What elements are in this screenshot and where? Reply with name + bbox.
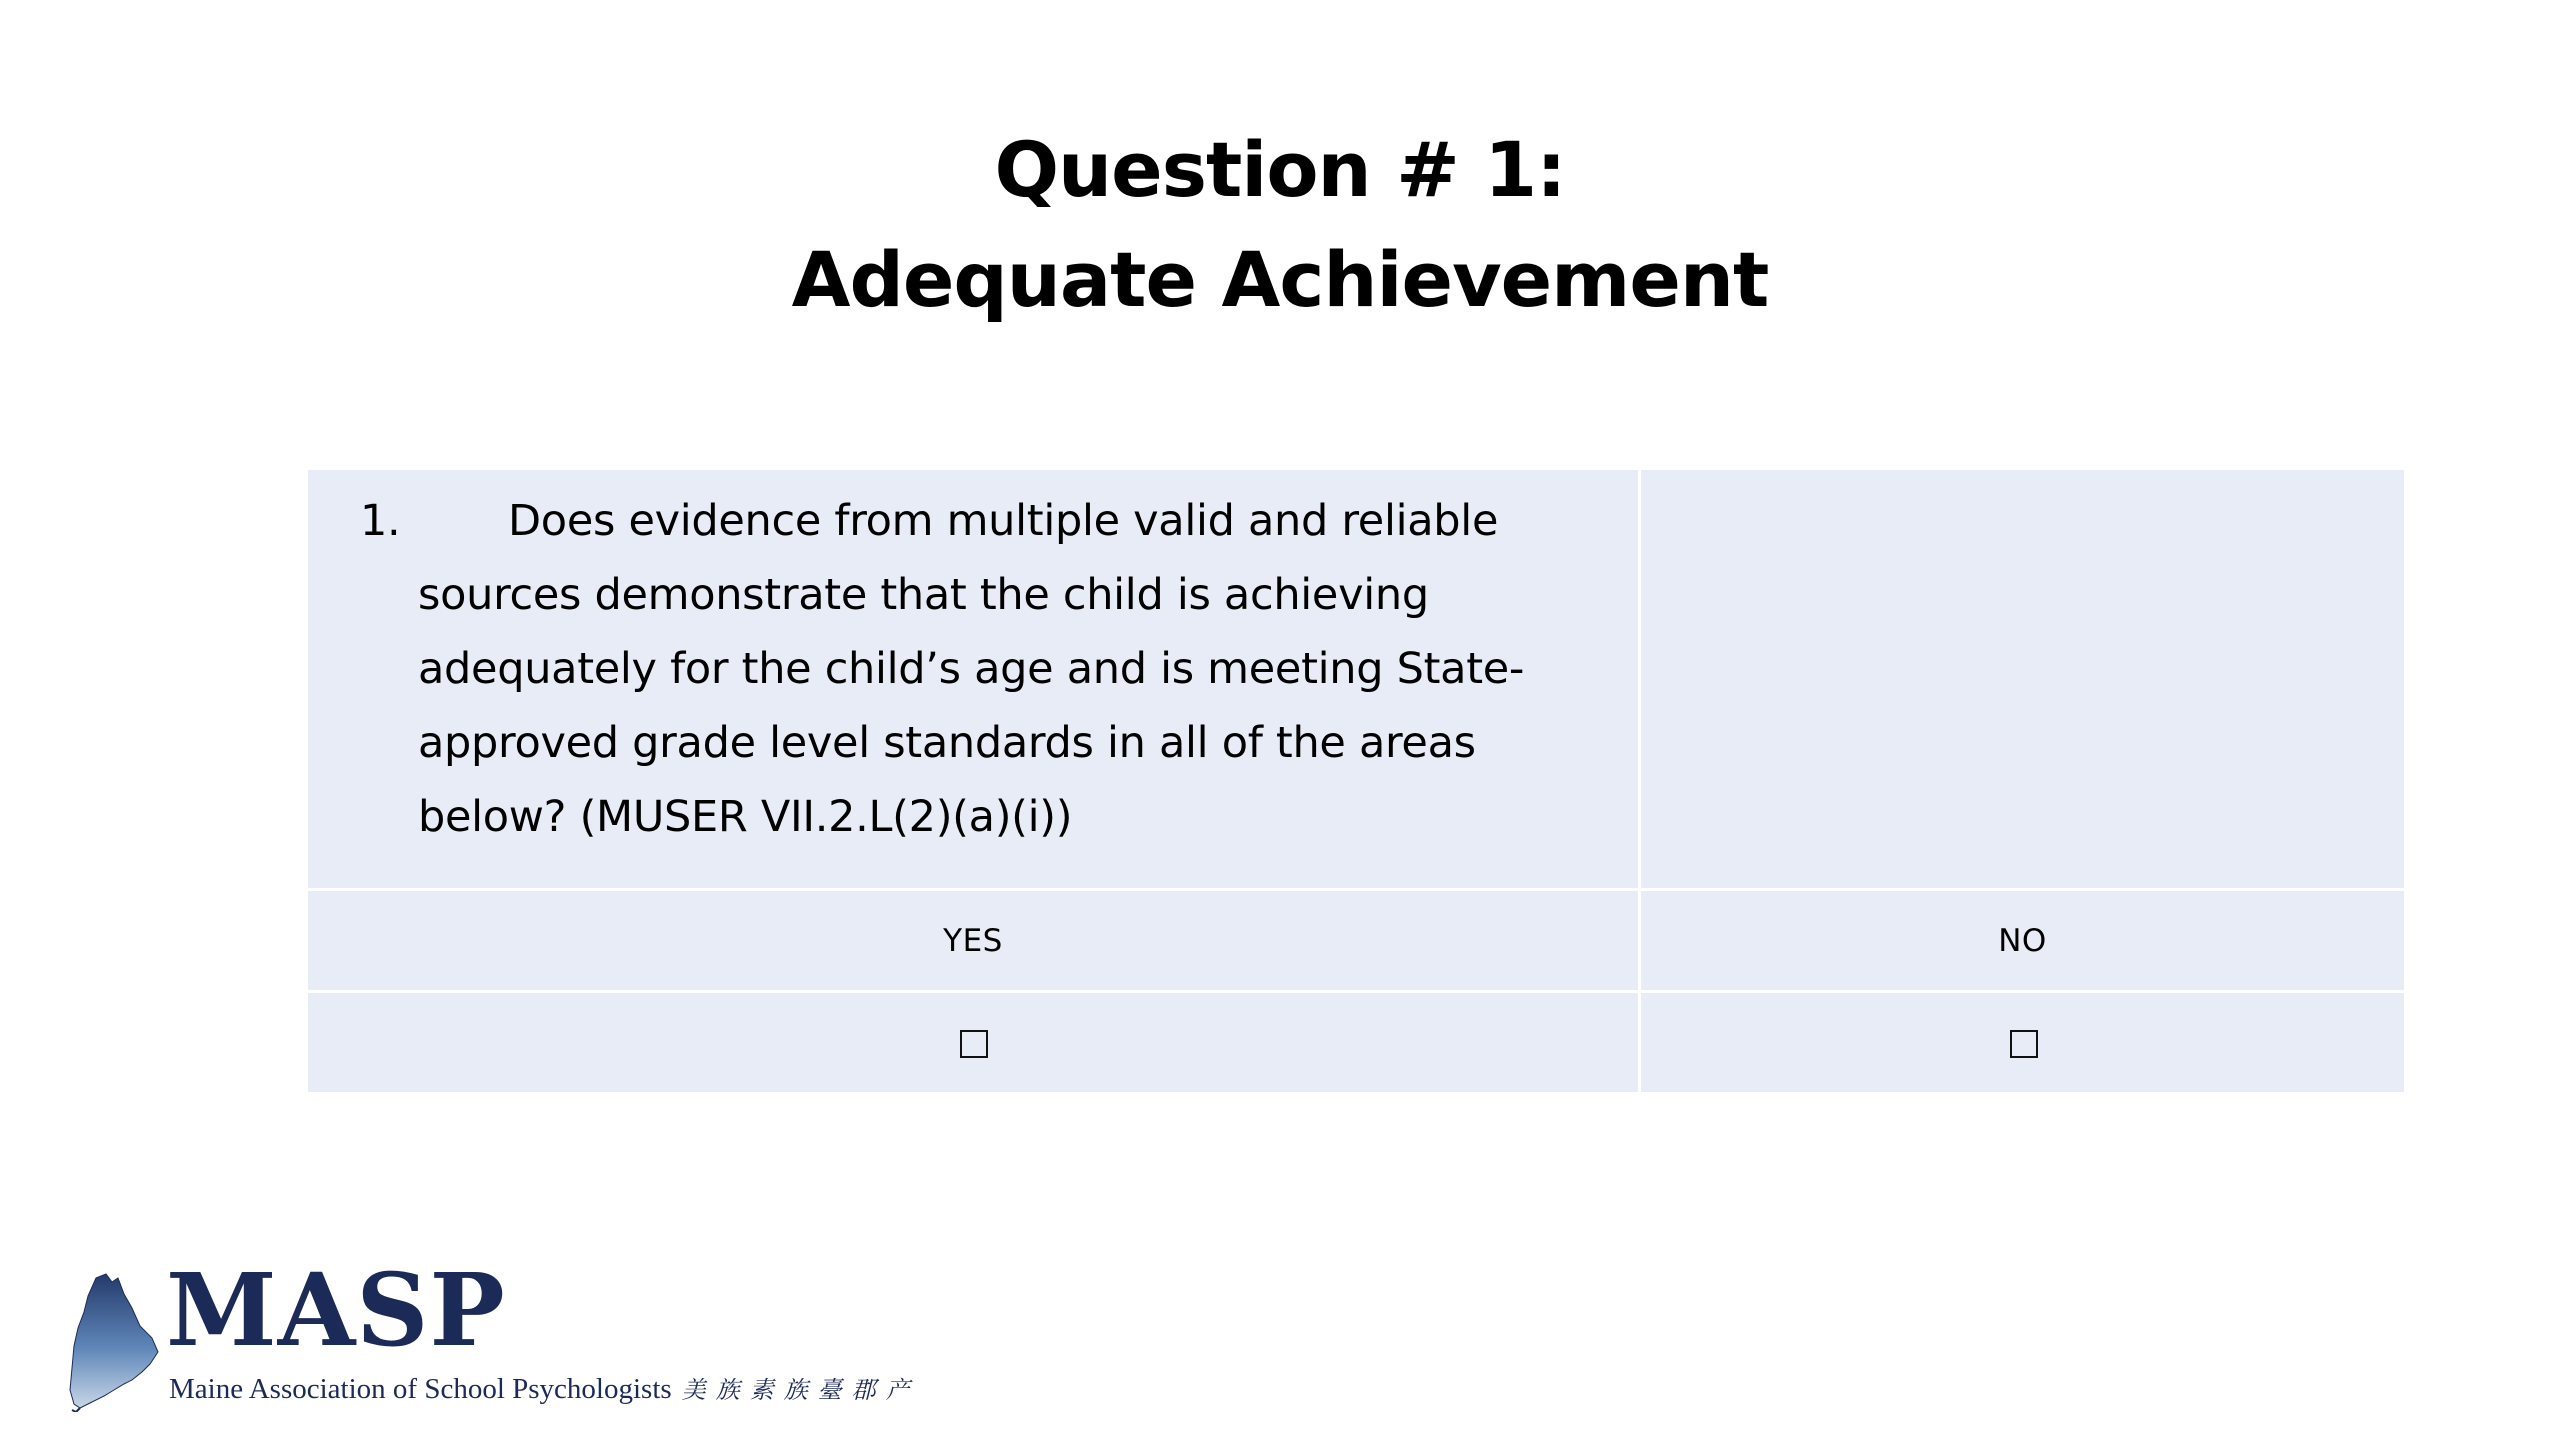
question-table <box>308 470 2404 1092</box>
no-checkbox-cell <box>1641 993 2404 1092</box>
question-empty-cell <box>1641 470 2404 888</box>
question-text <box>360 484 1600 558</box>
question-line-5: below? (MUSER VII.2.L(2)(a)(i)) <box>418 792 1073 842</box>
maine-map-icon <box>66 1272 162 1412</box>
slide-title-line-1: Question # 1: <box>994 125 1566 214</box>
logo-subtitle-extra: 美 族 素 族 臺 郡 产 <box>681 1378 912 1404</box>
question-line-2: sources demonstrate that the child is achieving <box>418 570 1429 620</box>
no-label: NO <box>1998 922 2047 959</box>
masp-logo <box>66 1251 966 1422</box>
yes-header-cell <box>308 891 1638 990</box>
question-text-block <box>360 484 1600 854</box>
logo-wordmark: MASP <box>166 1251 506 1369</box>
question-line-1: Does evidence from multiple valid and reliable <box>508 496 1499 546</box>
logo-subtitle <box>169 1372 912 1408</box>
yes-checkbox-cell <box>308 993 1638 1092</box>
question-number: 1. <box>360 496 401 546</box>
no-header-cell <box>1641 891 2404 990</box>
question-line-4: approved grade level standards in all of the areas <box>418 718 1476 768</box>
yes-label: YES <box>943 922 1003 959</box>
slide-title <box>0 115 2560 335</box>
question-line-3: adequately for the child’s age and is meeting State- <box>418 644 1525 694</box>
question-text-continued <box>360 558 1600 854</box>
question-cell <box>308 470 1638 888</box>
yes-checkbox[interactable] <box>960 1030 988 1058</box>
slide-title-line-2: Adequate Achievement <box>791 235 1769 324</box>
no-checkbox[interactable] <box>2010 1030 2038 1058</box>
logo-subtitle-text: Maine Association of School Psychologists <box>169 1373 672 1405</box>
